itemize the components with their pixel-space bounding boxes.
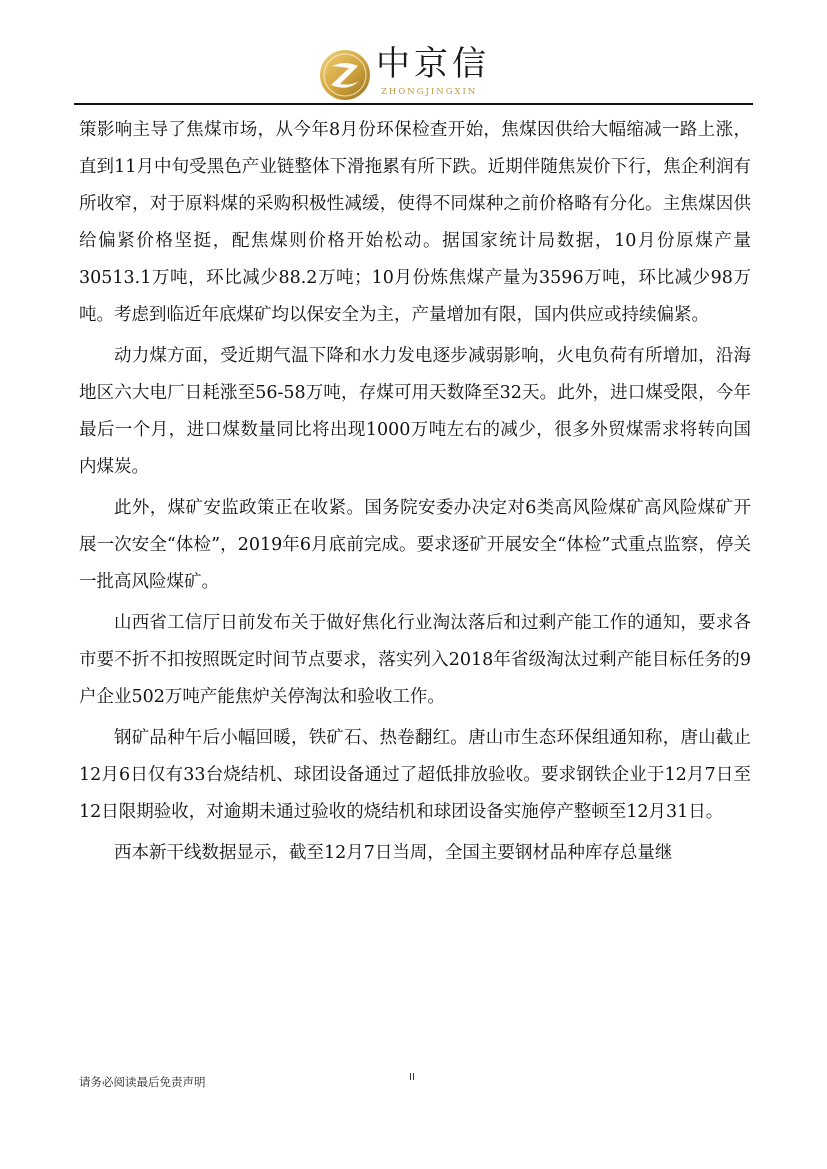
logo-chinese-name: 中京信 bbox=[376, 44, 490, 84]
header-divider bbox=[74, 103, 753, 105]
page-number: II bbox=[409, 1072, 415, 1083]
paragraph-shanxi-coking: 山西省工信厅日前发布关于做好焦化行业淘汰落后和过剩产能工作的通知，要求各市要不折不扣按照既定时间节点要求，落实列入2018年省级淘汰过剩产能目标任务的9户企业502万吨产能焦炉关停淘汰和验收工作。 bbox=[79, 613, 751, 707]
paragraph-thermal-coal: 动力煤方面，受近期气温下降和水力发电逐步减弱影响，火电负荷有所增加，沿海地区六大电厂日耗涨至56-58万吨，存煤可用天数降至32天。此外，进口煤受限，今年最后一个月，进口煤数量同比将出现1000万吨左右的减少，很多外贸煤需求将转向国内煤炭。 bbox=[79, 346, 751, 477]
disclaimer-note: 请务必阅读最后免责声明 bbox=[79, 1075, 206, 1089]
paragraph-steel-inventory: 西本新干线数据显示，截至12月7日当周，全国主要钢材品种库存总量继 bbox=[114, 843, 673, 863]
document-body bbox=[79, 112, 751, 876]
paragraph-steel-ore: 钢矿品种午后小幅回暖，铁矿石、热卷翻红。唐山市生态环保组通知称，唐山截止12月6日仅有33台烧结机、球团设备通过了超低排放验收。要求钢铁企业于12月7日至12日限期验收，对逾期未通过验收的烧结机和球团设备实施停产整顿至12月31日。 bbox=[79, 728, 751, 822]
paragraph-coking-coal: 策影响主导了焦煤市场，从今年8月份环保检查开始，焦煤因供给大幅缩减一路上涨，直到11月中旬受黑色产业链整体下滑拖累有所下跌。近期伴随焦炭价下行，焦企利润有所收窄，对于原料煤的采购积极性减缓，使得不同煤种之前价格略有分化。主焦煤因供给偏紧价格坚挺，配焦煤则价格开始松动。据国家统计局数据，10月份原煤产量30513.1万吨，环比减少88.2万吨；10月份炼焦煤产量为3596万吨，环比减少98万吨。考虑到临近年底煤矿均以保安全为主，产量增加有限，国内供应或持续偏紧。 bbox=[79, 120, 751, 325]
paragraph-mine-safety: 此外，煤矿安监政策正在收紧。国务院安委办决定对6类高风险煤矿高风险煤矿开展一次安全“体检”，2019年6月底前完成。要求逐矿开展安全“体检”式重点监察，停关一批高风险煤矿。 bbox=[79, 498, 751, 592]
logo-english-name: ZHONGJINGXIN bbox=[381, 87, 478, 97]
zhongjingxin-logo-icon bbox=[318, 48, 372, 102]
page-header bbox=[0, 0, 827, 110]
